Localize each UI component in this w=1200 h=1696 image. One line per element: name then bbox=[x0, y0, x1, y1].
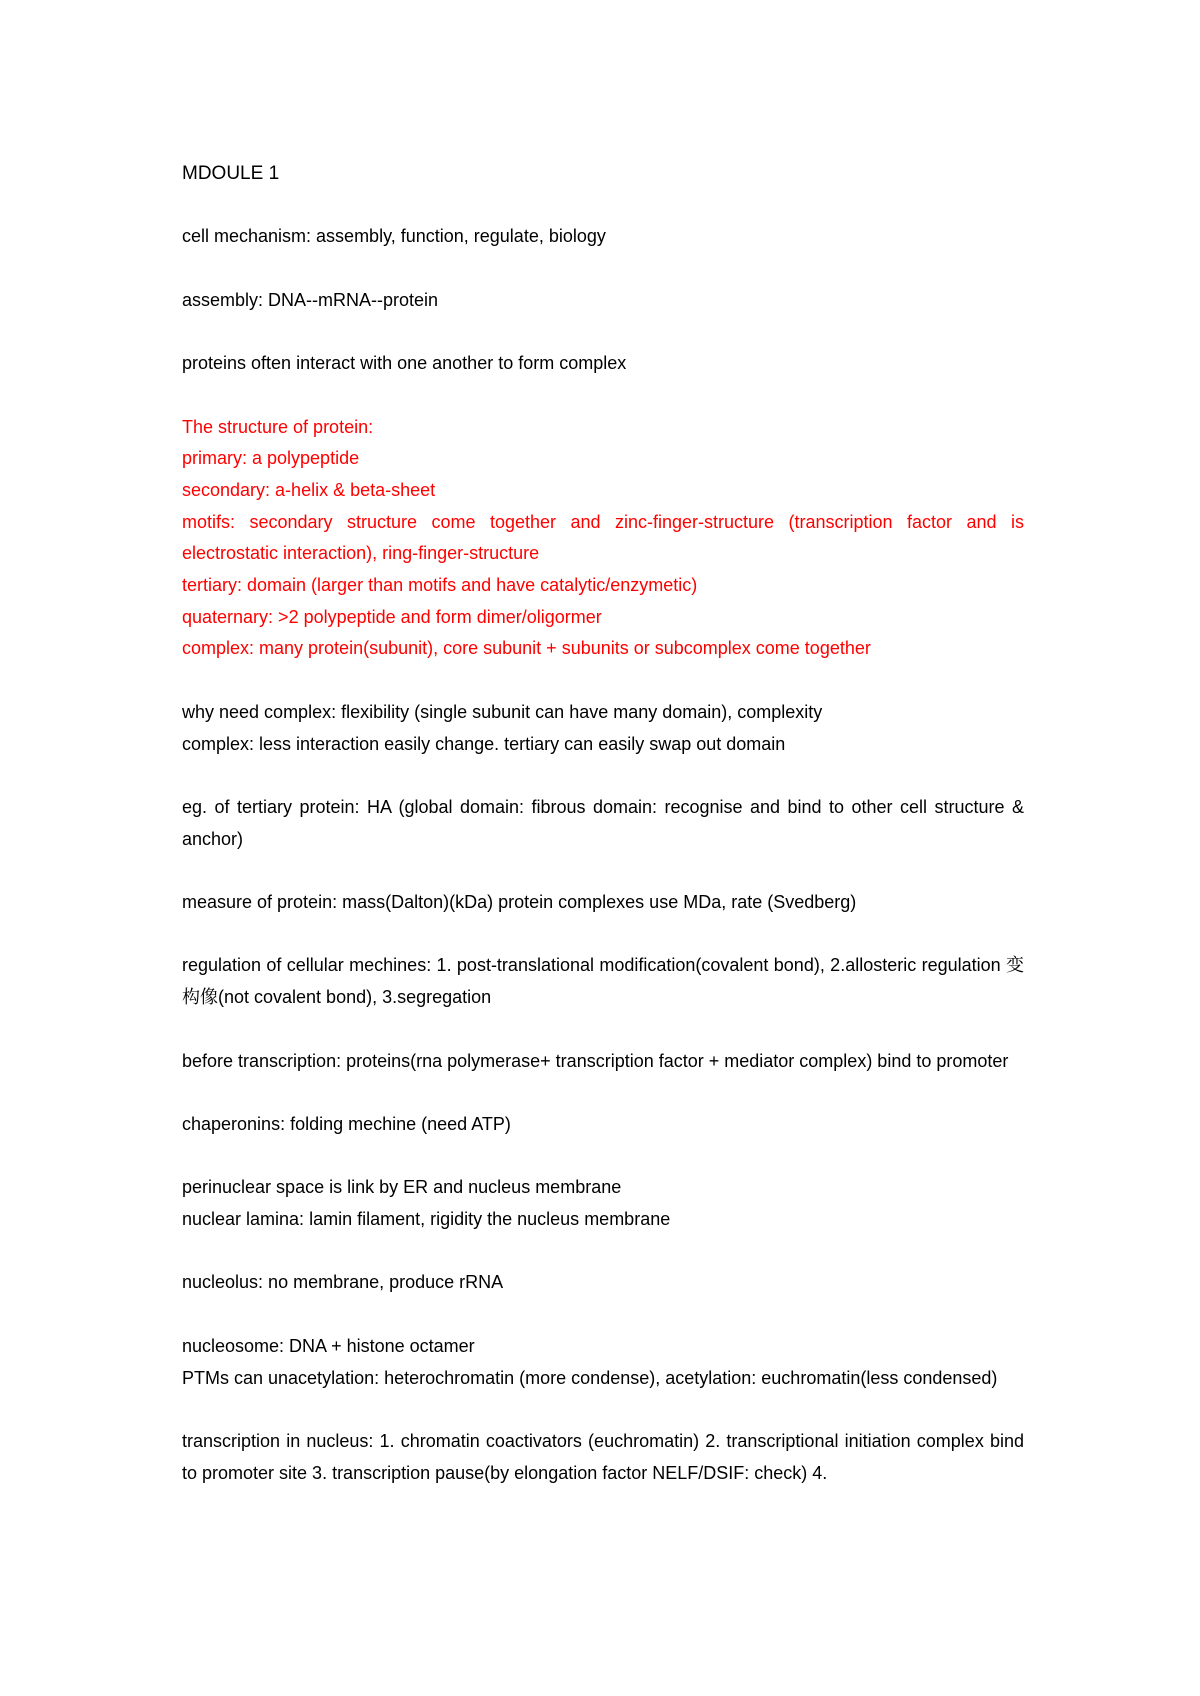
why-complex: why need complex: flexibility (single subunit can have many domain), complexity bbox=[182, 701, 823, 722]
complex-block bbox=[182, 697, 1024, 760]
paragraph-cell-mechanism: cell mechanism: assembly, function, regulate, biology bbox=[182, 226, 606, 247]
structure-heading: The structure of protein: bbox=[182, 416, 374, 437]
paragraph-assembly: assembly: DNA--mRNA--protein bbox=[182, 289, 439, 310]
document-body bbox=[182, 158, 1024, 1489]
structure-primary: primary: a polypeptide bbox=[182, 448, 360, 469]
paragraph-chaperonins: chaperonins: folding mechine (need ATP) bbox=[182, 1113, 511, 1134]
protein-structure-block bbox=[182, 412, 1024, 666]
nucleosome: nucleosome: DNA + histone octamer bbox=[182, 1335, 475, 1356]
paragraph-before-transcription: before transcription: proteins(rna polymerase+ transcription factor + mediator complex) bind to promoter bbox=[182, 1050, 1009, 1071]
perinuclear: perinuclear space is link by ER and nucleus membrane bbox=[182, 1177, 622, 1198]
structure-motifs: motifs: secondary structure come together and zinc-finger-structure (transcription factor and is electrostatic interaction), ring-finger-structure bbox=[182, 511, 1024, 564]
paragraph-regulation: regulation of cellular mechines: 1. post-translational modification(covalent bond), 2.allosteric regulation 变构像(not covalent bond), 3.segregation bbox=[182, 955, 1024, 1008]
paragraph-transcription-nucleus: transcription in nucleus: 1. chromatin coactivators (euchromatin) 2. transcriptional initiation complex bind to promoter site 3. transcription pause(by elongation factor NELF/DSIF: check) 4. bbox=[182, 1430, 1024, 1483]
paragraph-nucleolus: nucleolus: no membrane, produce rRNA bbox=[182, 1272, 504, 1293]
structure-quaternary: quaternary: >2 polypeptide and form dimer/oligormer bbox=[182, 606, 602, 627]
complex-note: complex: less interaction easily change. tertiary can easily swap out domain bbox=[182, 733, 786, 754]
nuclear-lamina: nuclear lamina: lamin filament, rigidity the nucleus membrane bbox=[182, 1209, 671, 1230]
structure-tertiary: tertiary: domain (larger than motifs and have catalytic/enzymetic) bbox=[182, 575, 698, 596]
structure-complex: complex: many protein(subunit), core subunit + subunits or subcomplex come together bbox=[182, 638, 871, 659]
paragraph-proteins-interact: proteins often interact with one another to form complex bbox=[182, 353, 627, 374]
nucleosome-block bbox=[182, 1331, 1024, 1394]
nucleus-block bbox=[182, 1172, 1024, 1235]
structure-secondary: secondary: a-helix & beta-sheet bbox=[182, 479, 436, 500]
ptms: PTMs can unacetylation: heterochromatin (more condense), acetylation: euchromatin(less condensed) bbox=[182, 1367, 998, 1388]
paragraph-eg-tertiary: eg. of tertiary protein: HA (global domain: fibrous domain: recognise and bind to other cell structure & anchor) bbox=[182, 796, 1024, 849]
page-title: MDOULE 1 bbox=[182, 163, 280, 184]
paragraph-measure: measure of protein: mass(Dalton)(kDa) protein complexes use MDa, rate (Svedberg) bbox=[182, 892, 857, 913]
